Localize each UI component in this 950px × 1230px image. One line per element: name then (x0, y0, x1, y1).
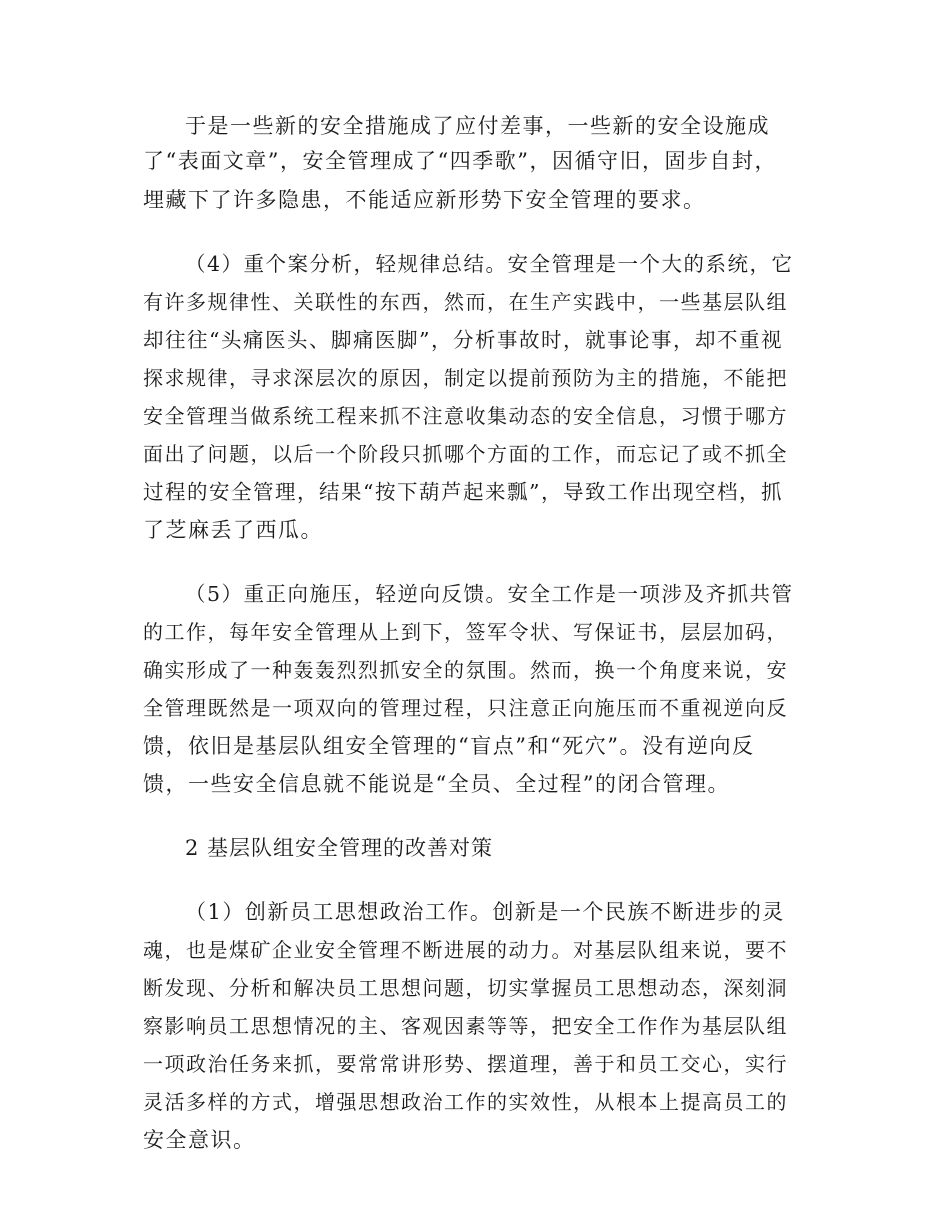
text-line: 有许多规律性、关联性的东西，然而，在生产实践中，一些基层队组 (143, 290, 788, 314)
text-line: 确实形成了一种轰轰烈烈抓安全的氛围。然而，换一个角度来说，安 (143, 658, 788, 682)
text-line: 灵活多样的方式，增强思想政治工作的实效性，从根本上提高员工的 (143, 1090, 788, 1114)
text-line: 于是一些新的安全措施成了应付差事，一些新的安全设施成 (185, 114, 770, 138)
text-line: 安全意识。 (143, 1128, 256, 1152)
text-line: （1）创新员工思想政治工作。创新是一个民族不断进步的灵 (185, 900, 785, 924)
text-line: （5）重正向施压，轻逆向反馈。安全工作是一项涉及齐抓共管 (185, 582, 794, 606)
text-line: 面出了问题，以后一个阶段只抓哪个方面的工作，而忘记了或不抓全 (143, 442, 788, 466)
text-line: 的工作，每年安全管理从上到下，签军令状、写保证书，层层加码， (143, 620, 788, 644)
text-line: 了芝麻丢了西瓜。 (143, 518, 323, 542)
text-line: 安全管理当做系统工程来抓不注意收集动态的安全信息，习惯于哪方 (143, 404, 788, 428)
text-line: 断发现、分析和解决员工思想问题，切实掌握员工思想动态，深刻洞 (143, 976, 788, 1000)
text-line: 过程的安全管理，结果“按下葫芦起来瓢”，导致工作出现空档，抓 (143, 480, 783, 504)
text-line: 魂，也是煤矿企业安全管理不断进展的动力。对基层队组来说，要不 (143, 938, 788, 962)
section-heading: 2 基层队组安全管理的改善对策 (185, 836, 494, 860)
text-line: （4）重个案分析，轻规律总结。安全管理是一个大的系统，它 (185, 252, 794, 276)
text-line: 埋藏下了许多隐患，不能适应新形势下安全管理的要求。 (143, 188, 706, 212)
text-line: 却往往“头痛医头、脚痛医脚”，分析事故时，就事论事，却不重视 (143, 328, 783, 352)
text-line: 馈，依旧是基层队组安全管理的“盲点”和“死穴”。没有逆向反 (143, 734, 755, 758)
text-line: 馈，一些安全信息就不能说是“全员、全过程”的闭合管理。 (143, 772, 730, 796)
text-line: 全管理既然是一项双向的管理过程，只注意正向施压而不重视逆向反 (143, 696, 788, 720)
text-line: 察影响员工思想情况的主、客观因素等等，把安全工作作为基层队组 (143, 1014, 788, 1038)
text-line: 了“表面文章”，安全管理成了“四季歌”，因循守旧，固步自封， (143, 149, 777, 173)
text-line: 探求规律，寻求深层次的原因，制定以提前预防为主的措施，不能把 (143, 366, 788, 390)
text-line: 一项政治任务来抓，要常常讲形势、摆道理，善于和员工交心，实行 (143, 1052, 788, 1076)
